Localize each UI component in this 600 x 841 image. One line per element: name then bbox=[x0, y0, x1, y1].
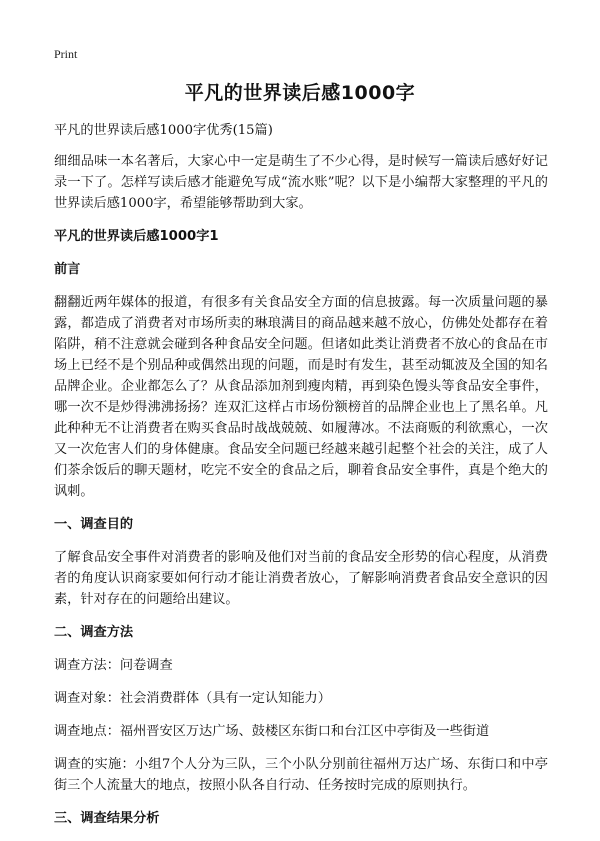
preface-paragraph: 翻翻近两年媒体的报道，有很多有关食品安全方面的信息披露。每一次质量问题的暴露，都造成了消费者对市场所卖的琳琅满目的商品越来越不放心，仿佛处处都存在着陷阱，稍不注意就会碰到各种食品安全问题。但诸如此类让消费者不放心的食品在市场上已经不是个别品种或偶然出现的问题，而是时有发生，甚至动辄波及全国的知名品牌企业。企业都怎么了？从食品添加剂到瘦肉精，再到染色馒头等食品安全事件，哪一次不是炒得沸沸扬扬？连双汇这样占市场份额榜首的品牌企业也上了黑名单。凡此种种无不让消费者在购买食品时战战兢兢、如履薄冰。不法商贩的利欲熏心，一次又一次危害人们的身体健康。食品安全问题已经越来越引起整个社会的关注，成了人们茶余饭后的聊天题材，吃完不安全的食品之后，聊着食品安全事件，真是个绝大的讽刺。 bbox=[54, 295, 548, 499]
intro-paragraph: 细细品味一本名著后，大家心中一定是萌生了不少心得，是时候写一篇读后感好好记录一下了。怎样写读后感才能避免写成“流水账”呢？以下是小编帮大家整理的平凡的世界读后感1000字，希望能够帮助到大家。 bbox=[54, 154, 548, 211]
document-subtitle: 平凡的世界读后感1000字优秀(15篇) bbox=[54, 123, 273, 138]
print-label: Print bbox=[54, 47, 78, 61]
results-heading: 三、调查结果分析 bbox=[54, 811, 160, 826]
purpose-paragraph: 了解食品安全事件对消费者的影响及他们对当前的食品安全形势的信心程度，从消费者的角度认识商家要如何行动才能让消费者放心，了解影响消费者食品安全意识的因素，针对存在的问题给出建议。 bbox=[54, 550, 548, 607]
section-title: 平凡的世界读后感1000字1 bbox=[54, 229, 219, 244]
preface-heading: 前言 bbox=[54, 262, 81, 277]
method-heading: 二、调查方法 bbox=[54, 625, 134, 640]
target-line: 调查对象：社会消费群体（具有一定认知能力） bbox=[54, 691, 331, 706]
method-line: 调查方法：问卷调查 bbox=[54, 658, 173, 673]
document-body bbox=[54, 120, 548, 841]
page-title: 平凡的世界读后感1000字 bbox=[184, 82, 416, 104]
implementation-paragraph: 调查的实施：小组7个人分为三队，三个小队分别前往福州万达广场、东街口和中亭街三个人流量大的地点，按照小队各自行动、任务按时完成的原则执行。 bbox=[54, 757, 548, 793]
location-line: 调查地点：福州晋安区万达广场、鼓楼区东街口和台江区中亭街及一些街道 bbox=[54, 724, 490, 739]
purpose-heading: 一、调查目的 bbox=[54, 517, 134, 532]
